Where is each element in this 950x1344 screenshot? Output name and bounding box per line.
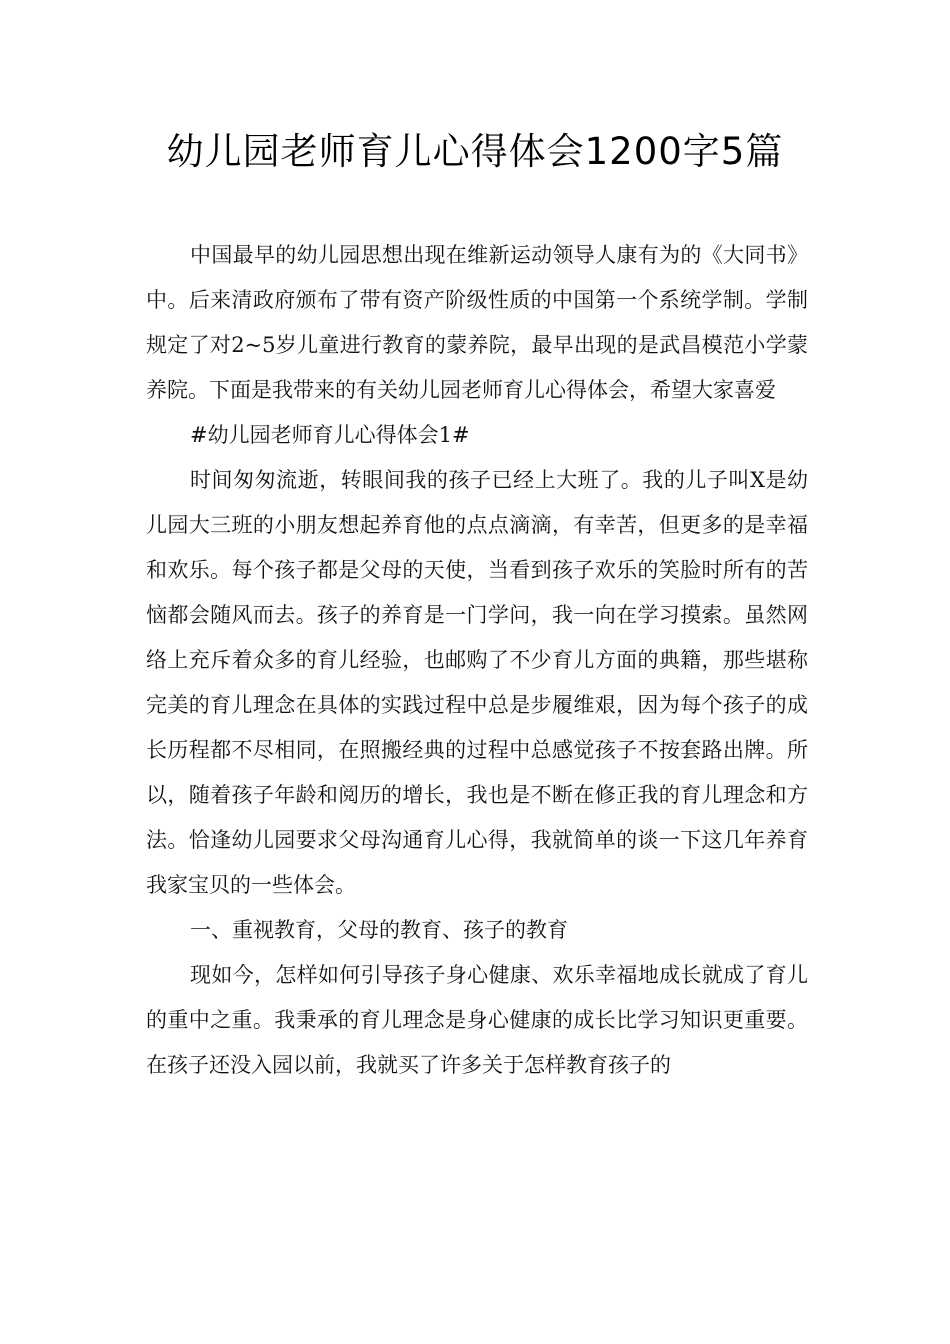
intro-paragraph: 中国最早的幼儿园思想出现在维新运动领导人康有为的《大同书》中。后来清政府颁布了带有资产阶级性质的中国第一个系统学制。学制规定了对2~5岁儿童进行教育的蒙养院，最早出现的是武昌模范小学蒙养院。下面是我带来的有关幼儿园老师育儿心得体会，希望大家喜爱 [146,243,808,402]
essay-paragraph-continued: 现如今，怎样如何引导孩子身心健康、欢乐幸福地成长就成了育儿的重中之重。我秉承的育儿理念是身心健康的成长比学习知识更重要。在孩子还没入园以前，我就买了许多关于怎样教育孩子的 [146,963,808,1077]
section-heading-1: #幼儿园老师育儿心得体会1# [190,423,470,447]
document-body [146,233,808,1088]
subsection-heading: 一、重视教育，父母的教育、孩子的教育 [190,918,568,942]
essay-paragraph: 时间匆匆流逝，转眼间我的孩子已经上大班了。我的儿子叫X是幼儿园大三班的小朋友想起养育他的点点滴滴，有幸苦，但更多的是幸福和欢乐。每个孩子都是父母的天使，当看到孩子欢乐的笑脸时所有的苦恼都会随风而去。孩子的养育是一门学问，我一向在学习摸索。虽然网络上充斥着众多的育儿经验，也邮购了不少育儿方面的典籍，那些堪称完美的育儿理念在具体的实践过程中总是步履维艰，因为每个孩子的成长历程都不尽相同，在照搬经典的过程中总感觉孩子不按套路出牌。所以，随着孩子年龄和阅历的增长，我也是不断在修正我的育儿理念和方法。恰逢幼儿园要求父母沟通育儿心得，我就简单的谈一下这几年养育我家宝贝的一些体会。 [146,468,808,897]
document-title: 幼儿园老师育儿心得体会1200字5篇 [166,130,784,173]
